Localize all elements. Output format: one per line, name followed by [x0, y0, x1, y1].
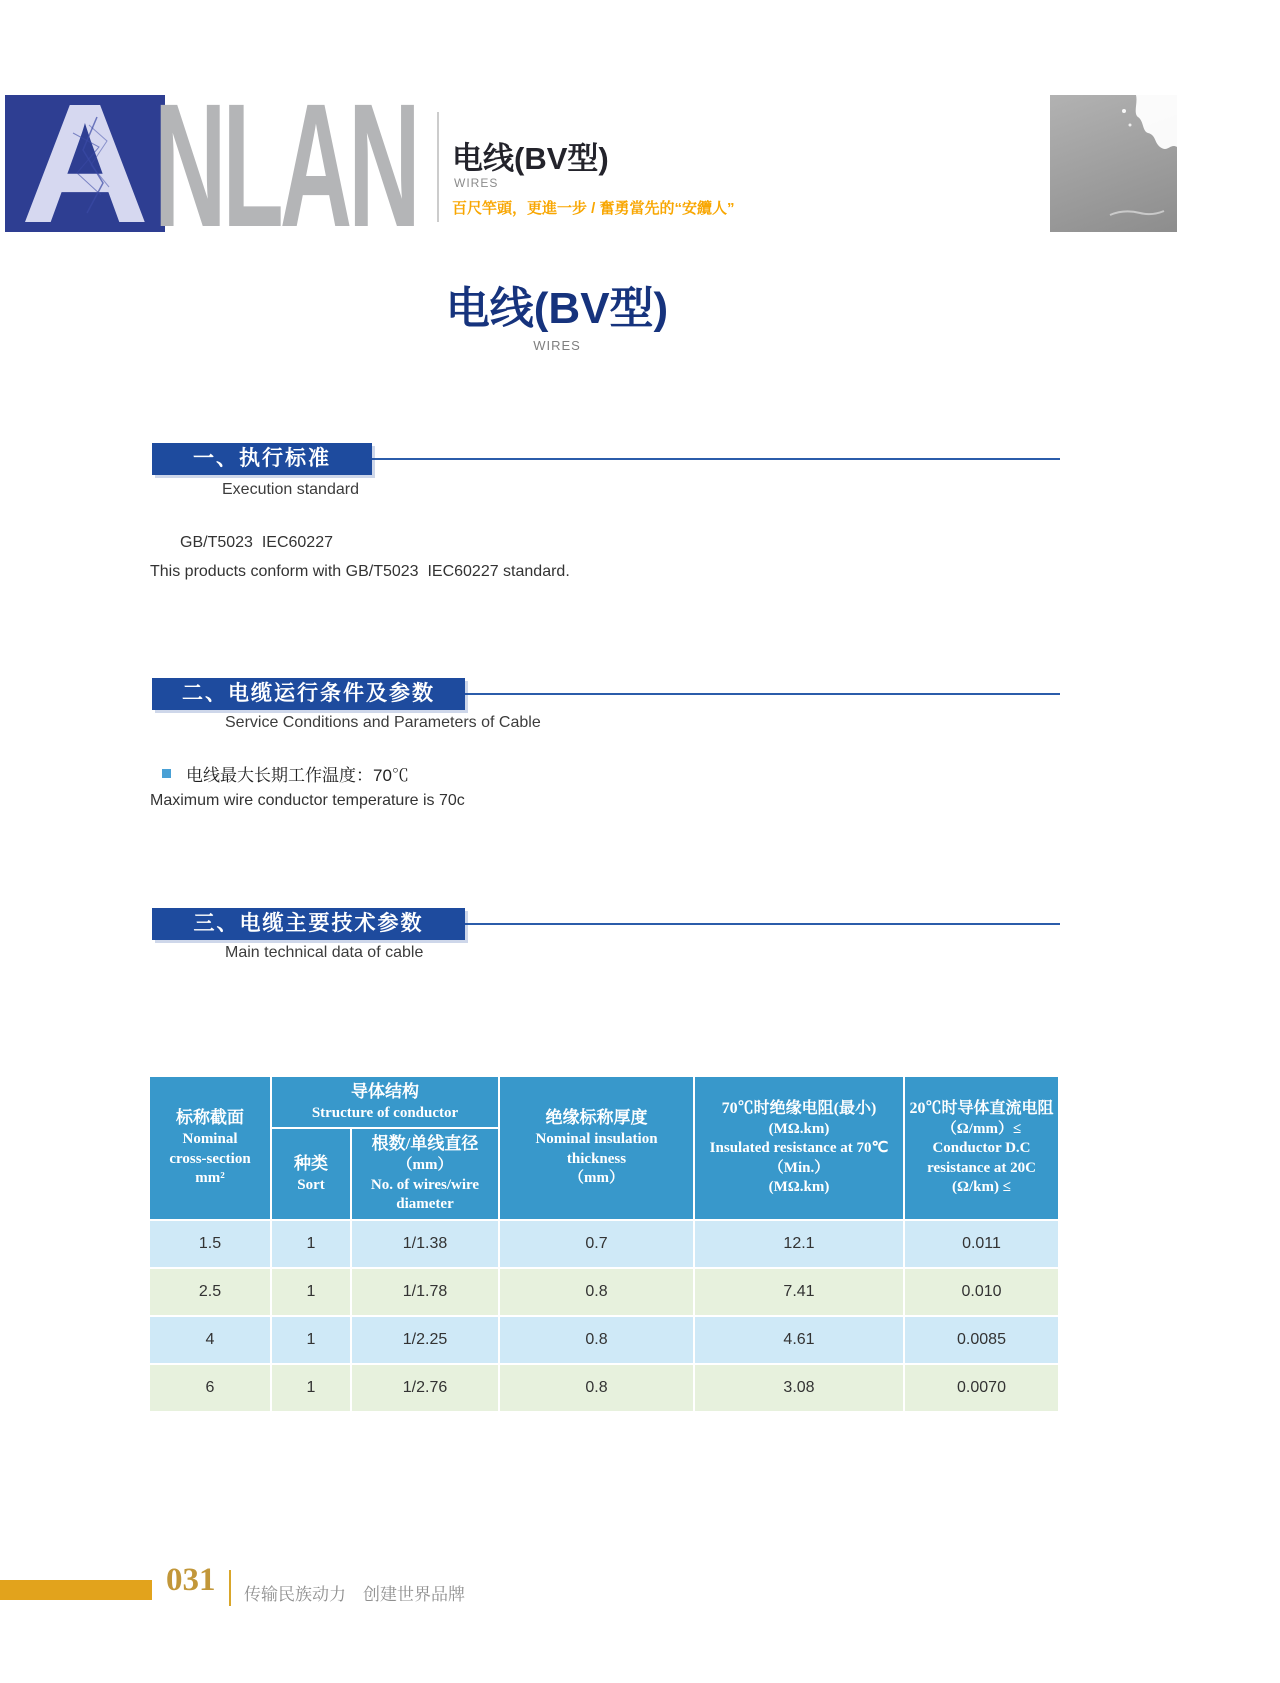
th-line: （Ω/mm）≤: [941, 1120, 1022, 1137]
max-temperature-cn: 电线最大长期工作温度：70℃: [186, 766, 409, 785]
spec-table: [148, 1075, 1060, 1413]
table-cell: 0.8: [499, 1364, 694, 1412]
table-cell: 0.010: [904, 1268, 1059, 1316]
table-cell: 2.5: [149, 1268, 271, 1316]
th-line: Conductor D.C: [932, 1140, 1031, 1157]
footer-divider: [229, 1570, 231, 1606]
header-product-subtitle: WIRES: [454, 176, 499, 190]
th-sort: [271, 1128, 351, 1219]
table-header-row-1: [149, 1076, 1059, 1128]
th-line: Sort: [297, 1176, 325, 1193]
table-row: [149, 1364, 1059, 1412]
table-cell: 1/2.76: [351, 1364, 499, 1412]
map-image: [1050, 95, 1177, 232]
th-line: Nominal insulation: [535, 1131, 658, 1148]
bullet-icon: [162, 769, 171, 778]
th-line: cross-section: [169, 1150, 251, 1167]
table-cell: 0.8: [499, 1316, 694, 1364]
footer-slogan: 传输民族动力 创建世界品牌: [244, 1585, 465, 1604]
section-2-heading: 二、电缆运行条件及参数: [152, 678, 465, 710]
standard-line: GB/T5023 IEC60227: [180, 534, 333, 551]
table-cell: 4: [149, 1316, 271, 1364]
section-3-subheading: Main technical data of cable: [225, 944, 424, 961]
th-wires-diameter: [351, 1128, 499, 1219]
section-1-subheading: Execution standard: [222, 481, 359, 498]
max-temperature-en: Maximum wire conductor temperature is 70c: [150, 792, 465, 809]
table-row: [149, 1220, 1059, 1268]
section-3-heading: 三、电缆主要技术参数: [152, 908, 465, 940]
table-cell: 1/1.78: [351, 1268, 499, 1316]
th-line: 种类: [294, 1153, 328, 1173]
table-cell: 1/1.38: [351, 1220, 499, 1268]
table-cell: 0.011: [904, 1220, 1059, 1268]
tower-sketch-icon: [5, 95, 165, 232]
th-line: thickness: [566, 1150, 627, 1167]
header-tagline: 百尺竿頭，更進一步 / 奮勇當先的“安纜人”: [452, 200, 735, 217]
table-cell: 4.61: [694, 1316, 904, 1364]
th-insulation-thickness: [499, 1076, 694, 1220]
header-divider: [437, 112, 439, 222]
th-line: (MΩ.km): [768, 1179, 830, 1196]
section-2-rule: [380, 693, 1060, 695]
header-product-title: 电线(BV型): [452, 141, 609, 176]
table-cell: 0.7: [499, 1220, 694, 1268]
th-line: 20℃时导体直流电阻: [909, 1100, 1054, 1118]
table-cell: 0.0085: [904, 1316, 1059, 1364]
th-line: Insulated resistance at 70℃: [709, 1140, 889, 1157]
table-cell: 6: [149, 1364, 271, 1412]
th-line: 标称截面: [176, 1108, 244, 1128]
th-line: 70℃时绝缘电阻(最小): [721, 1100, 877, 1118]
th-line: （Min.）: [768, 1159, 830, 1176]
th-insulation-resistance: [694, 1076, 904, 1220]
table-cell: 7.41: [694, 1268, 904, 1316]
th-nominal-cross-section: [149, 1076, 271, 1220]
table-cell: 3.08: [694, 1364, 904, 1412]
table-row: [149, 1268, 1059, 1316]
table-cell: 0.0070: [904, 1364, 1059, 1412]
page-title: 电线(BV型): [445, 284, 669, 333]
th-line: resistance at 20C: [927, 1159, 1036, 1176]
table-cell: 1.5: [149, 1220, 271, 1268]
th-line: （mm）: [569, 1170, 624, 1187]
page-number: 031: [166, 1562, 216, 1598]
th-line: Structure of conductor: [311, 1104, 459, 1121]
section-1-rule: [300, 458, 1060, 460]
th-dc-resistance: [904, 1076, 1059, 1220]
page-subtitle: WIRES: [533, 338, 581, 353]
map-shape-icon: [1050, 95, 1177, 232]
table-cell: 1: [271, 1364, 351, 1412]
table-row: [149, 1316, 1059, 1364]
th-line: mm²: [195, 1170, 225, 1187]
th-line: 根数/单线直径: [371, 1134, 479, 1154]
table-cell: 0.8: [499, 1268, 694, 1316]
th-line: (MΩ.km): [768, 1120, 830, 1137]
logo-wordmark: NLAN: [154, 68, 417, 264]
th-line: 导体结构: [351, 1082, 419, 1101]
th-line: diameter: [396, 1196, 454, 1213]
section-2-subheading: Service Conditions and Parameters of Cable: [225, 714, 541, 731]
logo-letter-a: A: [20, 95, 150, 232]
table-cell: 1: [271, 1316, 351, 1364]
th-line: 绝缘标称厚度: [545, 1108, 648, 1128]
section-3-rule: [380, 923, 1060, 925]
footer-accent-bar: [0, 1580, 152, 1600]
th-structure-of-conductor: [271, 1076, 499, 1128]
th-line: （mm）: [397, 1157, 453, 1174]
th-line: (Ω/km) ≤: [952, 1179, 1011, 1196]
table-cell: 1: [271, 1268, 351, 1316]
th-line: Nominal: [182, 1131, 238, 1148]
section-1-heading: 一、执行标准: [152, 443, 372, 475]
table-cell: 1: [271, 1220, 351, 1268]
th-line: No. of wires/wire: [370, 1176, 480, 1193]
anlan-logo: [5, 95, 165, 232]
table-cell: 12.1: [694, 1220, 904, 1268]
table-cell: 1/2.25: [351, 1316, 499, 1364]
conform-line: This products conform with GB/T5023 IEC60227 standard.: [150, 563, 570, 580]
